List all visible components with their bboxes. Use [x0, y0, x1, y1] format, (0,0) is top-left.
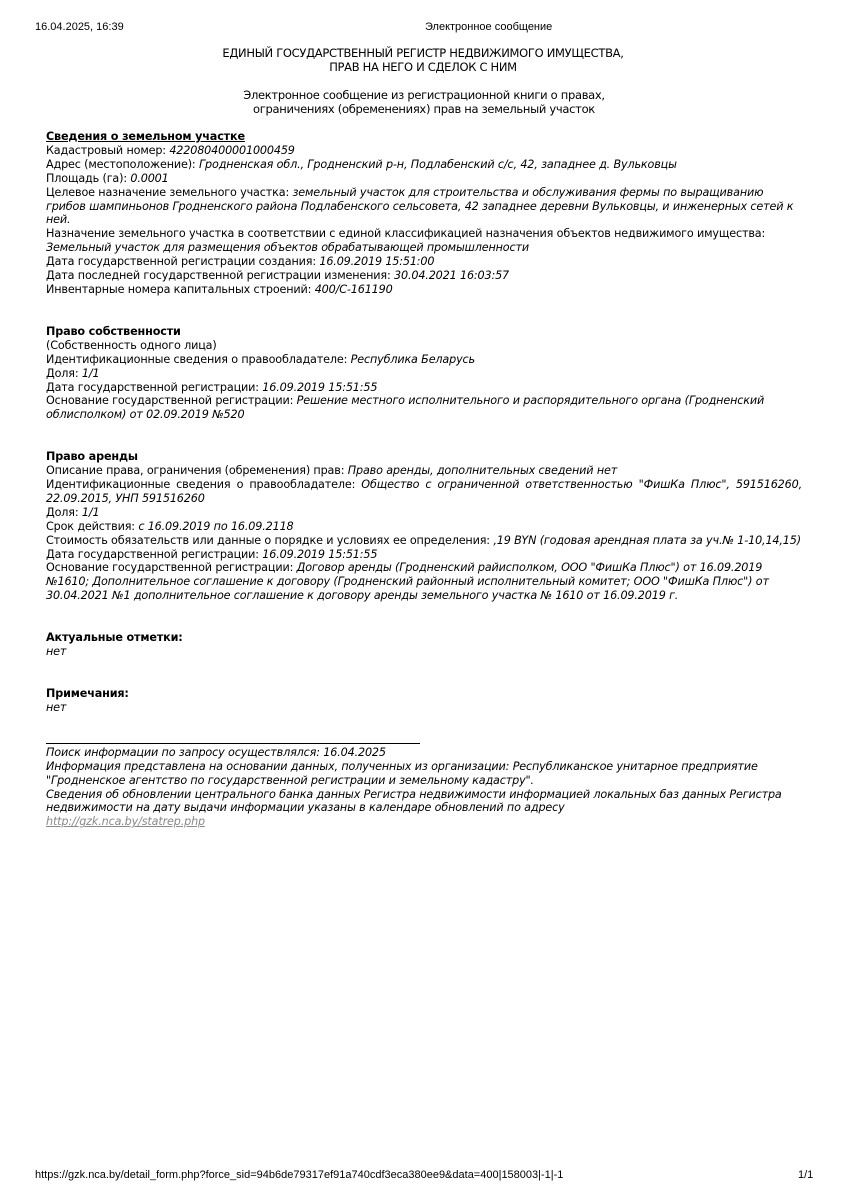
- field-label: Площадь (га):: [46, 171, 131, 185]
- creation-date-row: [46, 255, 802, 269]
- field-label: Стоимость обязательств или данные о порядке и условиях ее определения:: [46, 533, 494, 547]
- area-value: 0.0001: [130, 171, 169, 185]
- field-label: Основание государственной регистрации:: [46, 394, 297, 408]
- registration-date-value: 16.09.2019 15:51:55: [262, 380, 378, 394]
- lease-registration-date-row: [46, 548, 802, 562]
- current-marks-value: нет: [46, 645, 67, 659]
- lease-registration-basis-value: Договор аренды (Гродненский райисполком, ООО "ФишКа Плюс") от 16.09.2019 №1610; Дополнительное соглашение к договору (Гродненский районный исполнительный комитет; ООО "ФишКа Плюс") от 30.04.2021 №1 дополнительное соглашение к договору аренды земельного участка № 1610 от 16.09.2019 г.: [46, 561, 769, 603]
- share-row: [46, 367, 802, 381]
- field-label: Описание права, ограничения (обременения) прав:: [46, 464, 348, 478]
- print-header: [0, 21, 848, 37]
- lease-registration-date-value: 16.09.2019 15:51:55: [262, 547, 378, 561]
- purpose-value: земельный участок для строительства и обслуживания фермы по выращиванию грибов шампиньонов Гродненского района Подлабенского сельсовета, 42 западнее деревни Вульковцы, и инженерных сетей к ней.: [46, 185, 794, 227]
- creation-date-value: 16.09.2019 15:51:00: [319, 255, 435, 269]
- ownership-section: [46, 325, 802, 422]
- lease-description-row: [46, 464, 802, 478]
- document-subtitle-line: ограничениях (обременениях) прав на земельный участок: [253, 102, 595, 116]
- lease-term-row: [46, 520, 802, 534]
- lease-cost-value: ,19 BYN (годовая арендная плата за уч.№ 1-10,14,15): [493, 533, 801, 547]
- lease-share-value: 1/1: [81, 505, 100, 519]
- lessee-value: Общество с ограниченной ответственностью "ФишКа Плюс", 591516260, 22.09.2015, УНП 591516260: [46, 478, 802, 505]
- print-footer: [0, 1169, 848, 1185]
- share-value: 1/1: [81, 366, 100, 380]
- area-row: [46, 172, 802, 186]
- field-label: Кадастровый номер:: [46, 143, 170, 157]
- document-body: [46, 46, 802, 829]
- purpose-row: [46, 186, 802, 228]
- land-plot-section: [46, 130, 802, 297]
- field-label: Идентификационные сведения о правообладателе:: [46, 352, 351, 366]
- print-datetime: 16.04.2025, 16:39: [35, 21, 124, 33]
- field-label: Дата государственной регистрации:: [46, 547, 263, 561]
- lease-description-value: Право аренды, дополнительных сведений нет: [347, 464, 618, 478]
- last-change-date-row: [46, 269, 802, 283]
- field-label: Доля:: [46, 505, 82, 519]
- footnote: [46, 743, 802, 829]
- field-label: Идентификационные сведения о правообладателе:: [46, 478, 362, 492]
- field-label: Дата государственной регистрации:: [46, 380, 263, 394]
- inventory-numbers-row: [46, 283, 802, 297]
- field-label: Целевое назначение земельного участка:: [46, 185, 293, 199]
- cadastral-number-row: [46, 144, 802, 158]
- document-subtitle: [46, 88, 802, 116]
- lease-section: [46, 450, 802, 603]
- lease-share-row: [46, 506, 802, 520]
- current-marks-section: [46, 631, 802, 659]
- ownership-heading: Право собственности: [46, 324, 181, 338]
- lease-term-value: с 16.09.2019 по 16.09.2118: [138, 519, 294, 533]
- field-label: Адрес (местоположение):: [46, 157, 199, 171]
- lease-cost-row: [46, 534, 802, 548]
- notes-value: нет: [46, 700, 67, 714]
- field-label: Дата последней государственной регистрации изменения:: [46, 269, 395, 283]
- ownership-note: (Собственность одного лица): [46, 338, 217, 352]
- owner-row: [46, 353, 802, 367]
- search-date-text: Поиск информации по запросу осуществлялся: 16.04.2025: [46, 745, 386, 759]
- update-info-text: Сведения об обновлении центрального банка данных Регистра недвижимости информацией локальных баз данных Регистра недвижимости на дату выдачи информации указаны в календаре обновлений по адресу: [46, 787, 782, 815]
- address-row: [46, 158, 802, 172]
- address-value: Гродненская обл., Гродненский р-н, Подлабенский с/с, 42, западнее д. Вульковцы: [198, 157, 677, 171]
- lease-registration-basis-row: [46, 561, 802, 603]
- notes-heading: Примечания:: [46, 687, 129, 700]
- print-page-number: 1/1: [798, 1169, 814, 1181]
- field-label: Срок действия:: [46, 519, 139, 533]
- registration-date-row: [46, 381, 802, 395]
- owner-value: Республика Беларусь: [350, 352, 475, 366]
- land-plot-heading: Сведения о земельном участке: [46, 130, 245, 143]
- cadastral-number: 422080400001000459: [169, 143, 295, 157]
- classification-row: [46, 227, 802, 255]
- registration-basis-row: [46, 394, 802, 422]
- registration-basis-value: Решение местного исполнительного и распорядительного органа (Гродненский облисполком) от 02.09.2019 №520: [46, 394, 765, 422]
- print-page-title: Электронное сообщение: [425, 21, 553, 33]
- document-title-line: ЕДИНЫЙ ГОСУДАРСТВЕННЫЙ РЕГИСТР НЕДВИЖИМОГО ИМУЩЕСТВА,: [222, 46, 624, 60]
- field-label: Дата государственной регистрации создания:: [46, 255, 320, 269]
- print-url: https://gzk.nca.by/detail_form.php?force_sid=94b6de79317ef91a740cdf3eca380ee9&data=400|158003|-1|-1: [35, 1169, 564, 1181]
- field-label: Инвентарные номера капитальных строений:: [46, 282, 315, 296]
- document-title: [44, 46, 802, 74]
- source-text: Информация представлена на основании данных, полученных из организации: Республиканское унитарное предприятие "Гродненское агентство по государственной регистрации и земельному кадастру".: [46, 759, 758, 787]
- field-label: Назначение земельного участка в соответствии с единой классификацией назначения объектов недвижимого имущества:: [46, 227, 766, 241]
- last-change-date-value: 30.04.2021 16:03:57: [394, 269, 510, 283]
- current-marks-heading: Актуальные отметки:: [46, 631, 183, 645]
- field-label: Доля:: [46, 366, 82, 380]
- notes-section: [46, 687, 802, 715]
- footnote-divider: [46, 743, 420, 744]
- document-subtitle-line: Электронное сообщение из регистрационной книги о правах,: [243, 88, 605, 102]
- statrep-link[interactable]: http://gzk.nca.by/statrep.php: [46, 815, 205, 829]
- lease-heading: Право аренды: [46, 450, 138, 464]
- classification-value: Земельный участок для размещения объектов обрабатывающей промышленности: [46, 241, 529, 255]
- field-label: Основание государственной регистрации:: [46, 561, 297, 575]
- lessee-row: [46, 478, 802, 506]
- inventory-numbers-value: 400/С-161190: [314, 282, 393, 296]
- document-title-line: ПРАВ НА НЕГО И СДЕЛОК С НИМ: [329, 60, 517, 74]
